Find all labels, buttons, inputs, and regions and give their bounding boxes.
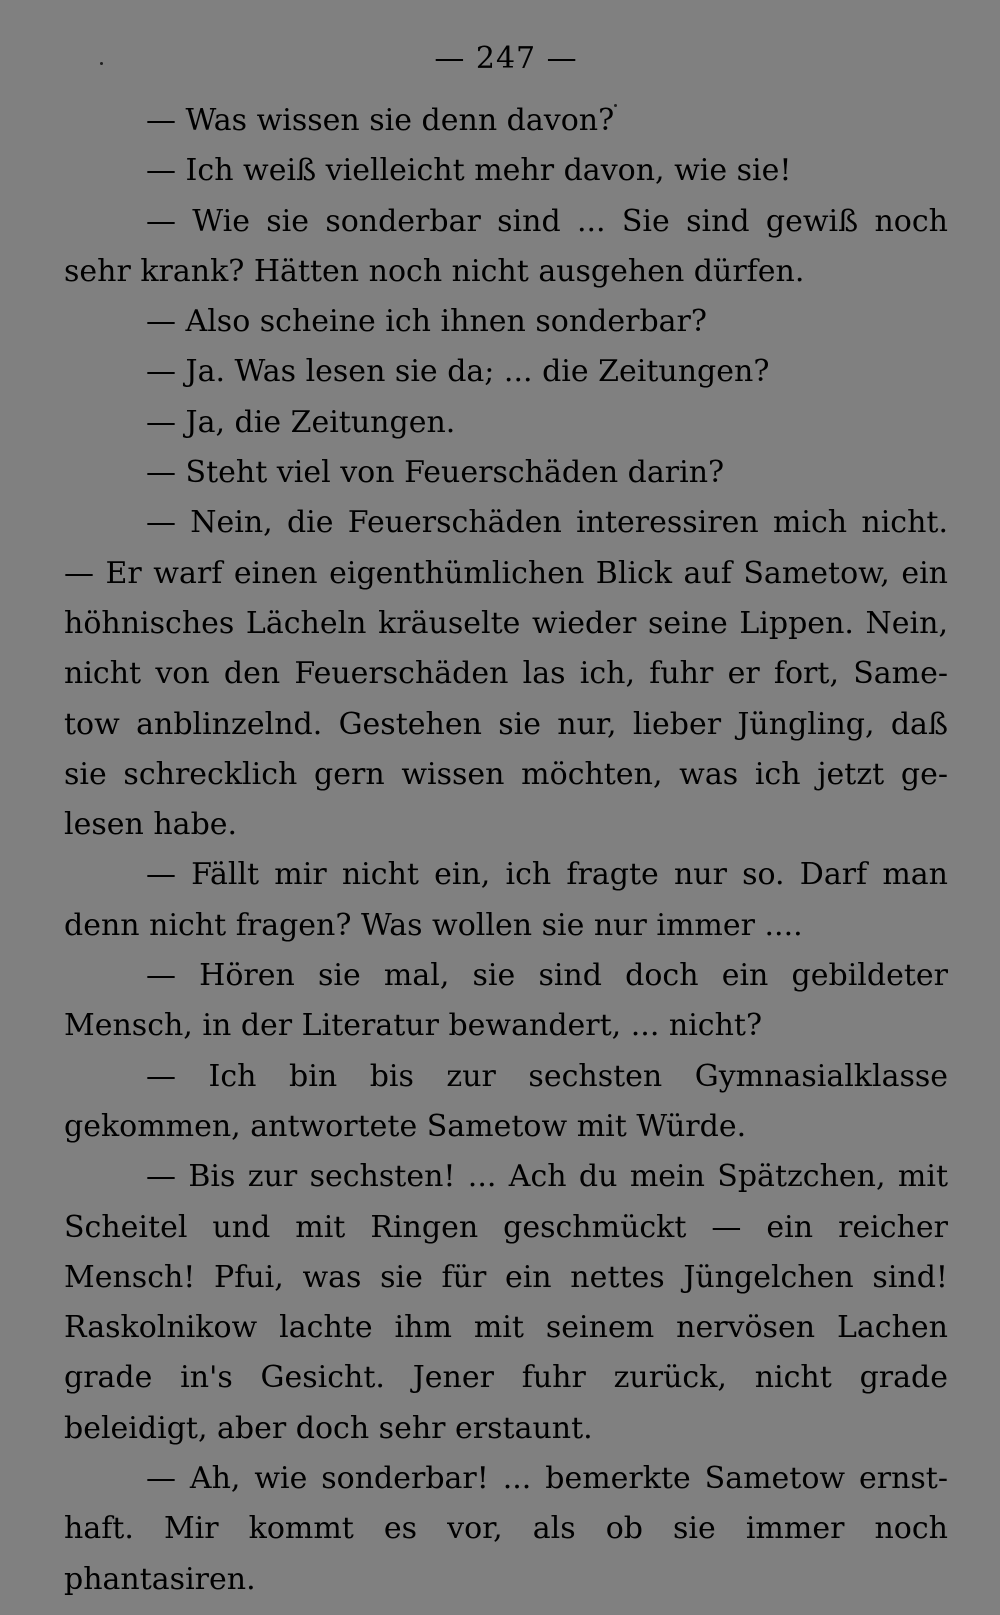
paragraph: — Wie sie sonderbar sind ... Sie sind gewiß noch sehr krank? Hätten noch nicht ausgehen dürfen. <box>64 203 948 289</box>
page-body <box>64 96 948 1605</box>
paragraph: — Nein, die Feuerschäden interessiren mich nicht. — Er warf einen eigenthümlichen Blick auf Sametow, ein höhnisches Lächeln kräuselte wieder seine Lippen. Nein, nicht von den Feuerschäden las ich, fuhr er fort, Sametow anblinzelnd. Gestehen sie nur, lieber Jüngling, daß sie schrecklich gern wissen möchten, was ich jetzt gelesen habe. <box>64 505 948 843</box>
page-number: — 247 — <box>434 41 578 76</box>
paragraph: — Bis zur sechsten! ... Ach du mein Spätzchen, mit Scheitel und mit Ringen geschmückt — ein reicher Mensch! Pfui, was sie für ein nettes Jüngelchen sind! Raskolnikow lachte ihm mit seinem nervösen Lachen grade in's Gesicht. Jener fuhr zurück, nicht grade beleidigt, aber doch sehr erstaunt. <box>64 1159 948 1446</box>
paragraph: — Ja, die Zeitungen. <box>146 404 456 440</box>
paragraph: — Ich weiß vielleicht mehr davon, wie sie! <box>146 153 792 189</box>
paragraph: — Fällt mir nicht ein, ich fragte nur so. Darf man denn nicht fragen? Was wollen sie nur immer .... <box>64 857 948 943</box>
paragraph: — Ich bin bis zur sechsten Gymnasialklasse gekommen, antwortete Sametow mit Würde. <box>64 1058 948 1144</box>
paragraph: — Also scheine ich ihnen sonderbar? <box>146 304 707 340</box>
scan-speck <box>100 62 103 65</box>
paragraph: — Was wissen sie denn davon? <box>146 103 615 138</box>
paragraph: — Steht viel von Feuerschäden darin? <box>146 455 725 491</box>
paragraph: — Hören sie mal, sie sind doch ein gebildeter Mensch, in der Literatur bewandert, ... nicht? <box>64 958 948 1044</box>
scan-speck <box>614 104 617 107</box>
paragraph: — Ja. Was lesen sie da; ... die Zeitungen? <box>146 354 770 390</box>
paragraph: — Ah, wie sonderbar! ... bemerkte Sametow ernsthaft. Mir kommt es vor, als ob sie immer noch phantasiren. <box>64 1461 948 1597</box>
